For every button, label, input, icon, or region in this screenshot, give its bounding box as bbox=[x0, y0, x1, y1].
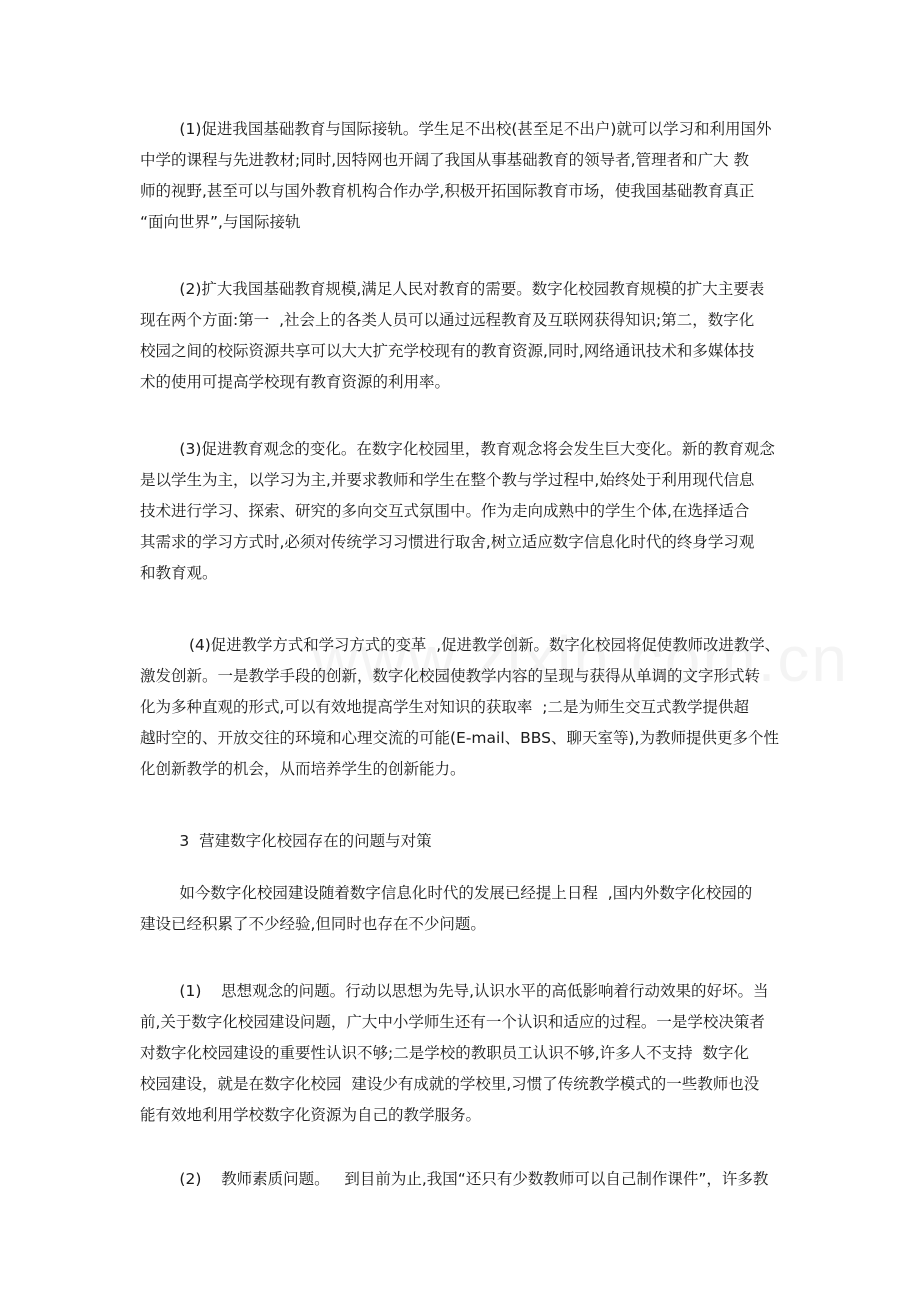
text-line: 技术进行学习、探索、研究的多向交互式氛围中。作为走向成熟中的学生个体,在选择适合 bbox=[140, 502, 750, 520]
text-line: (1)促进我国基础教育与国际接轨。学生足不出校(甚至足不出户)就可以学习和利用国外 bbox=[140, 120, 772, 138]
text-line: 现在两个方面:第一 ,社会上的各类人员可以通过远程教育及互联网获得知识;第二，数字化 bbox=[140, 311, 755, 329]
heading-line: 3 营建数字化校园存在的问题与对策 bbox=[140, 832, 432, 850]
paragraph-7 bbox=[140, 1164, 780, 1195]
section-heading bbox=[140, 826, 780, 857]
paragraph-1 bbox=[140, 114, 780, 238]
text-line: 前,关于数字化校园建设问题，广大中小学师生还有一个认识和适应的过程。一是学校决策者 bbox=[140, 1013, 765, 1031]
paragraph-2 bbox=[140, 274, 780, 398]
text-line: 校园建设，就是在数字化校园 建设少有成就的学校里,习惯了传统教学模式的一些教师也没 bbox=[140, 1075, 760, 1093]
text-line: (1) 思想观念的问题。行动以思想为先导,认识水平的高低影响着行动效果的好坏。当 bbox=[140, 982, 769, 1000]
text-line: 越时空的、开放交往的环境和心理交流的可能(E-mail、BBS、聊天室等),为教师提供更多个性 bbox=[140, 729, 779, 747]
text-line: (2) 教师素质问题。 到目前为止,我国“还只有少数教师可以自己制作课件”，许多教 bbox=[140, 1170, 769, 1188]
text-line: 化创新教学的机会，从而培养学生的创新能力。 bbox=[140, 760, 466, 778]
text-line: 如今数字化校园建设随着数字信息化时代的发展已经提上日程 ,国内外数字化校园的 bbox=[140, 884, 753, 902]
text-line: (3)促进教育观念的变化。在数字化校园里，教育观念将会发生巨大变化。新的教育观念 bbox=[140, 440, 775, 458]
text-line: 中学的课程与先进教材;同时,因特网也开阔了我国从事基础教育的领导者,管理者和广大 教 bbox=[140, 151, 750, 169]
text-line: 能有效地利用学校数字化资源为自己的教学服务。 bbox=[140, 1106, 482, 1124]
text-line: 校园之间的校际资源共享可以大大扩充学校现有的教育资源,同时,网络通讯技术和多媒体技 bbox=[140, 342, 755, 360]
text-line: 激发创新。一是教学手段的创新，数字化校园使教学内容的呈现与获得从单调的文字形式转 bbox=[140, 667, 761, 685]
text-line: 术的使用可提高学校现有教育资源的利用率。 bbox=[140, 373, 451, 391]
paragraph-6 bbox=[140, 976, 780, 1131]
text-line: 师的视野,甚至可以与国外教育机构合作办学,积极开拓国际教育市场，使我国基础教育真正 bbox=[140, 182, 755, 200]
text-line: 建设已经积累了不少经验,但同时也存在不少问题。 bbox=[140, 915, 486, 933]
text-line: 和教育观。 bbox=[140, 564, 218, 582]
paragraph-5 bbox=[140, 878, 780, 940]
text-line: (2)扩大我国基础教育规模,满足人民对教育的需要。数字化校园教育规模的扩大主要表 bbox=[140, 280, 765, 298]
text-line: 其需求的学习方式时,必须对传统学习习惯进行取舍,树立适应数字信息化时代的终身学习观 bbox=[140, 533, 755, 551]
paragraph-3 bbox=[140, 434, 780, 589]
paragraph-4 bbox=[140, 630, 780, 785]
text-line: (4)促进教学方式和学习方式的变革 ,促进教学创新。数字化校园将促使教师改进教学、 bbox=[140, 636, 781, 654]
text-line: 是以学生为主，以学习为主,并要求教师和学生在整个教与学过程中,始终处于利用现代信息 bbox=[140, 471, 755, 489]
text-line: “面向世界”,与国际接轨 bbox=[140, 213, 301, 231]
text-line: 对数字化校园建设的重要性认识不够;二是学校的教职员工认识不够,许多人不支持 数字化 bbox=[140, 1044, 750, 1062]
text-line: 化为多种直观的形式,可以有效地提高学生对知识的获取率 ;二是为师生交互式教学提供超 bbox=[140, 698, 750, 716]
